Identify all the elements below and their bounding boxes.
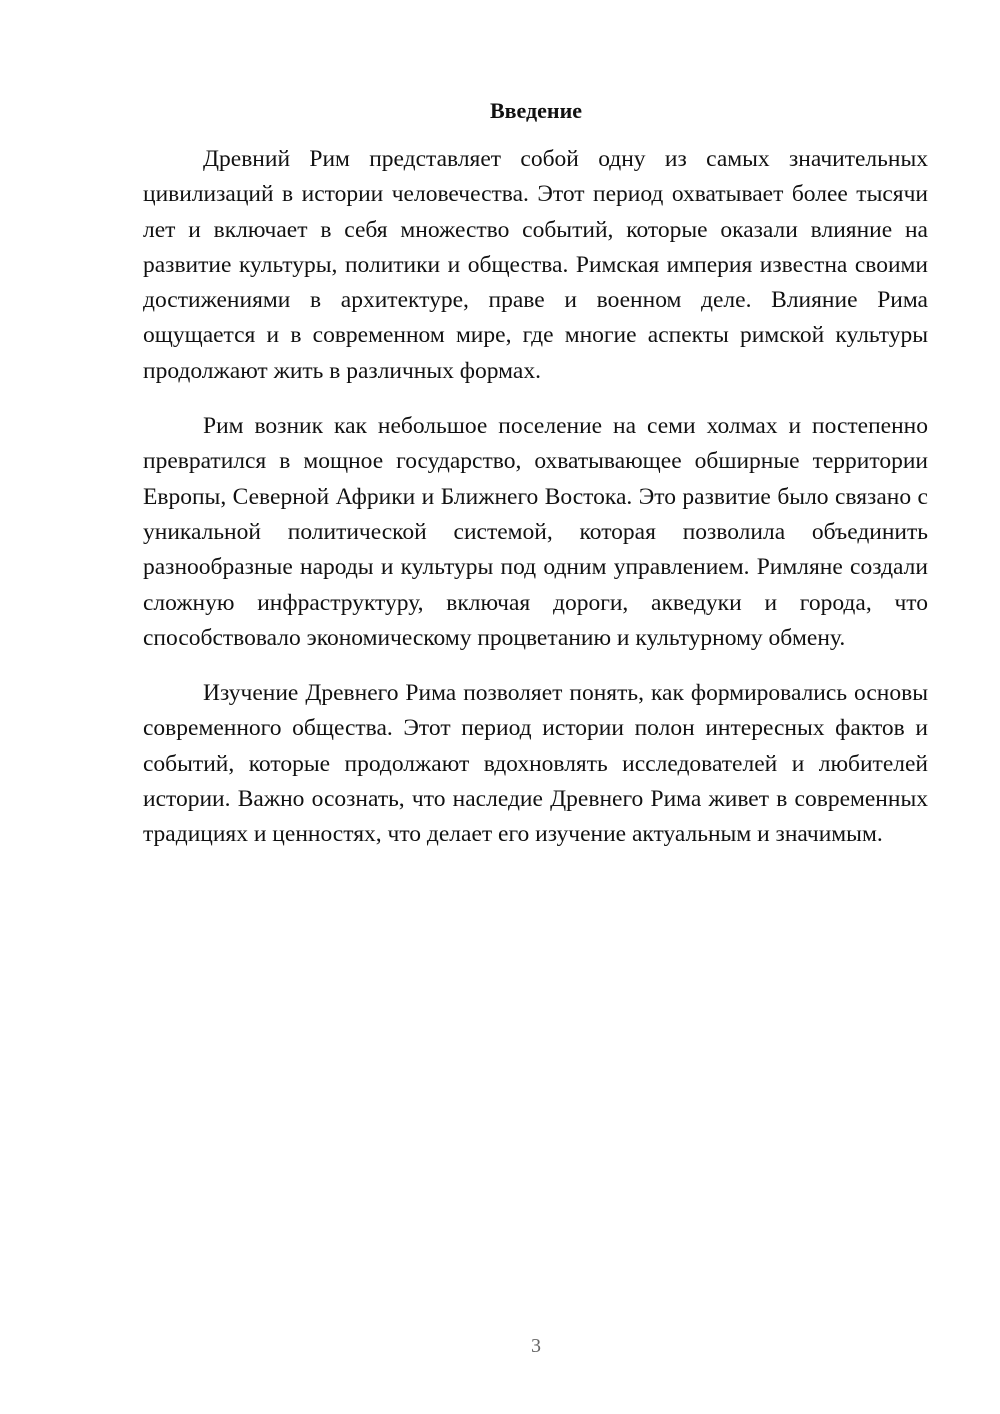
paragraph-1: Древний Рим представляет собой одну из самых значительных цивилизаций в истории человечества. Этот период охватывает более тысячи лет и включает в себя множество событий, которые оказали влияние на развитие культуры, политики и общества. Римская империя известна своими достижениями в архитектуре, праве и военном деле. Влияние Рима ощущается и в современном мире, где многие аспекты римской культуры продолжают жить в различных формах. [143, 146, 928, 384]
page-number: 3 [531, 1335, 541, 1357]
section-heading: Введение [489, 98, 583, 123]
paragraph-3: Изучение Древнего Рима позволяет понять, как формировались основы современного общества. Этот период истории полон интересных фактов и событий, которые продолжают вдохновлять исследователей и любителей истории. Важно осознать, что наследие Древнего Рима живет в современных традициях и ценностях, что делает его изучение актуальным и значимым. [143, 680, 928, 848]
body-text [143, 142, 928, 873]
paragraph-2: Рим возник как небольшое поселение на семи холмах и постепенно превратился в мощное государство, охватывающее обширные территории Европы, Северной Африки и Ближнего Востока. Это развитие было связано с уникальной политической системой, которая позволила объединить разнообразные народы и культуры под одним управлением. Римляне создали сложную инфраструктуру, включая дороги, акведуки и города, что способствовало экономическому процветанию и культурному обмену. [143, 413, 928, 651]
